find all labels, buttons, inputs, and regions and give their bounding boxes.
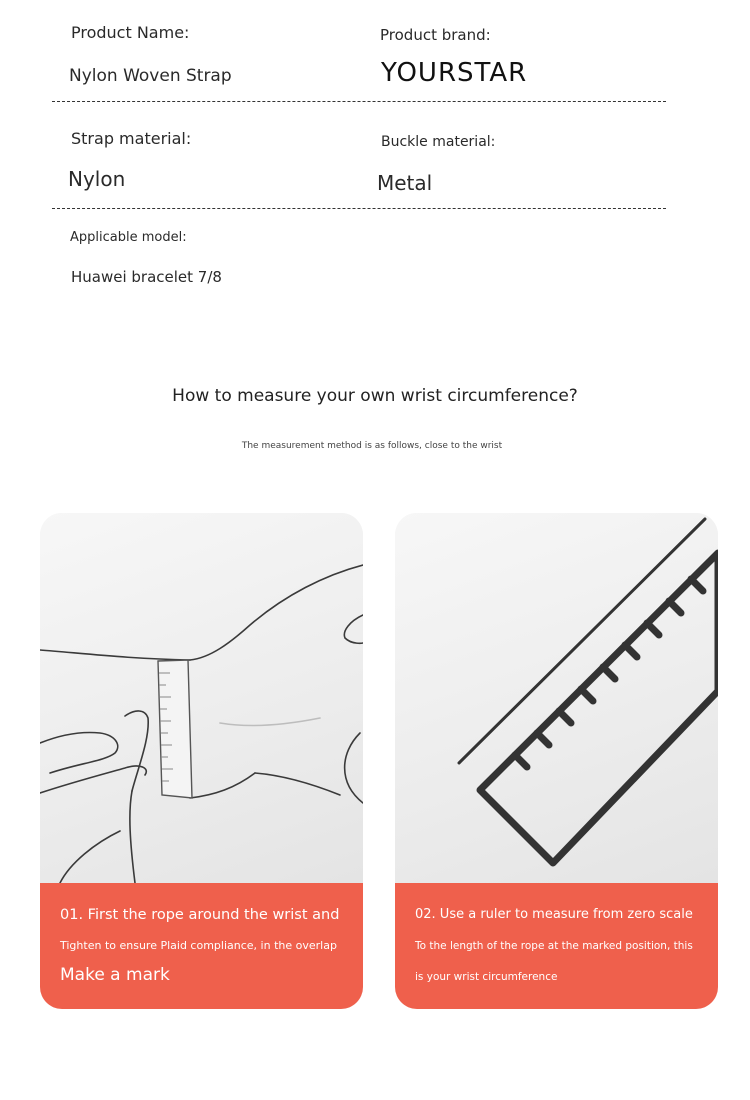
step-1-line-3: Make a mark	[60, 965, 170, 985]
wrist-illustration	[40, 513, 363, 883]
step-2-line-2: To the length of the rope at the marked position, this	[415, 940, 693, 952]
measure-title: How to measure your own wrist circumference?	[172, 386, 578, 406]
buckle-material-value: Metal	[377, 171, 433, 195]
applicable-model-label: Applicable model:	[70, 230, 187, 245]
strap-material-label: Strap material:	[71, 129, 192, 148]
buckle-material-label: Buckle material:	[381, 134, 496, 150]
step-1-line-2: Tighten to ensure Plaid compliance, in the overlap	[60, 939, 337, 952]
ruler-icon	[395, 513, 718, 883]
step-panel-2	[395, 883, 718, 1009]
spec-divider-1	[52, 101, 666, 102]
step-1-line-1: 01. First the rope around the wrist and	[60, 907, 340, 923]
product-brand-label: Product brand:	[380, 26, 491, 44]
step-2-line-1: 02. Use a ruler to measure from zero scale	[415, 907, 693, 922]
step-card-2	[395, 513, 718, 1009]
strap-material-value: Nylon	[68, 167, 126, 191]
ruler-illustration	[395, 513, 718, 883]
step-2-line-3: is your wrist circumference	[415, 971, 558, 983]
product-brand-value: YOURSTAR	[381, 58, 528, 88]
step-panel-1	[40, 883, 363, 1009]
measure-subtitle: The measurement method is as follows, close to the wrist	[241, 441, 503, 451]
product-name-label: Product Name:	[71, 23, 190, 42]
wrist-tape-icon	[40, 513, 363, 883]
spec-divider-2	[52, 208, 666, 209]
applicable-model-value: Huawei bracelet 7/8	[71, 268, 222, 286]
step-card-1	[40, 513, 363, 1009]
product-name-value: Nylon Woven Strap	[69, 66, 232, 86]
